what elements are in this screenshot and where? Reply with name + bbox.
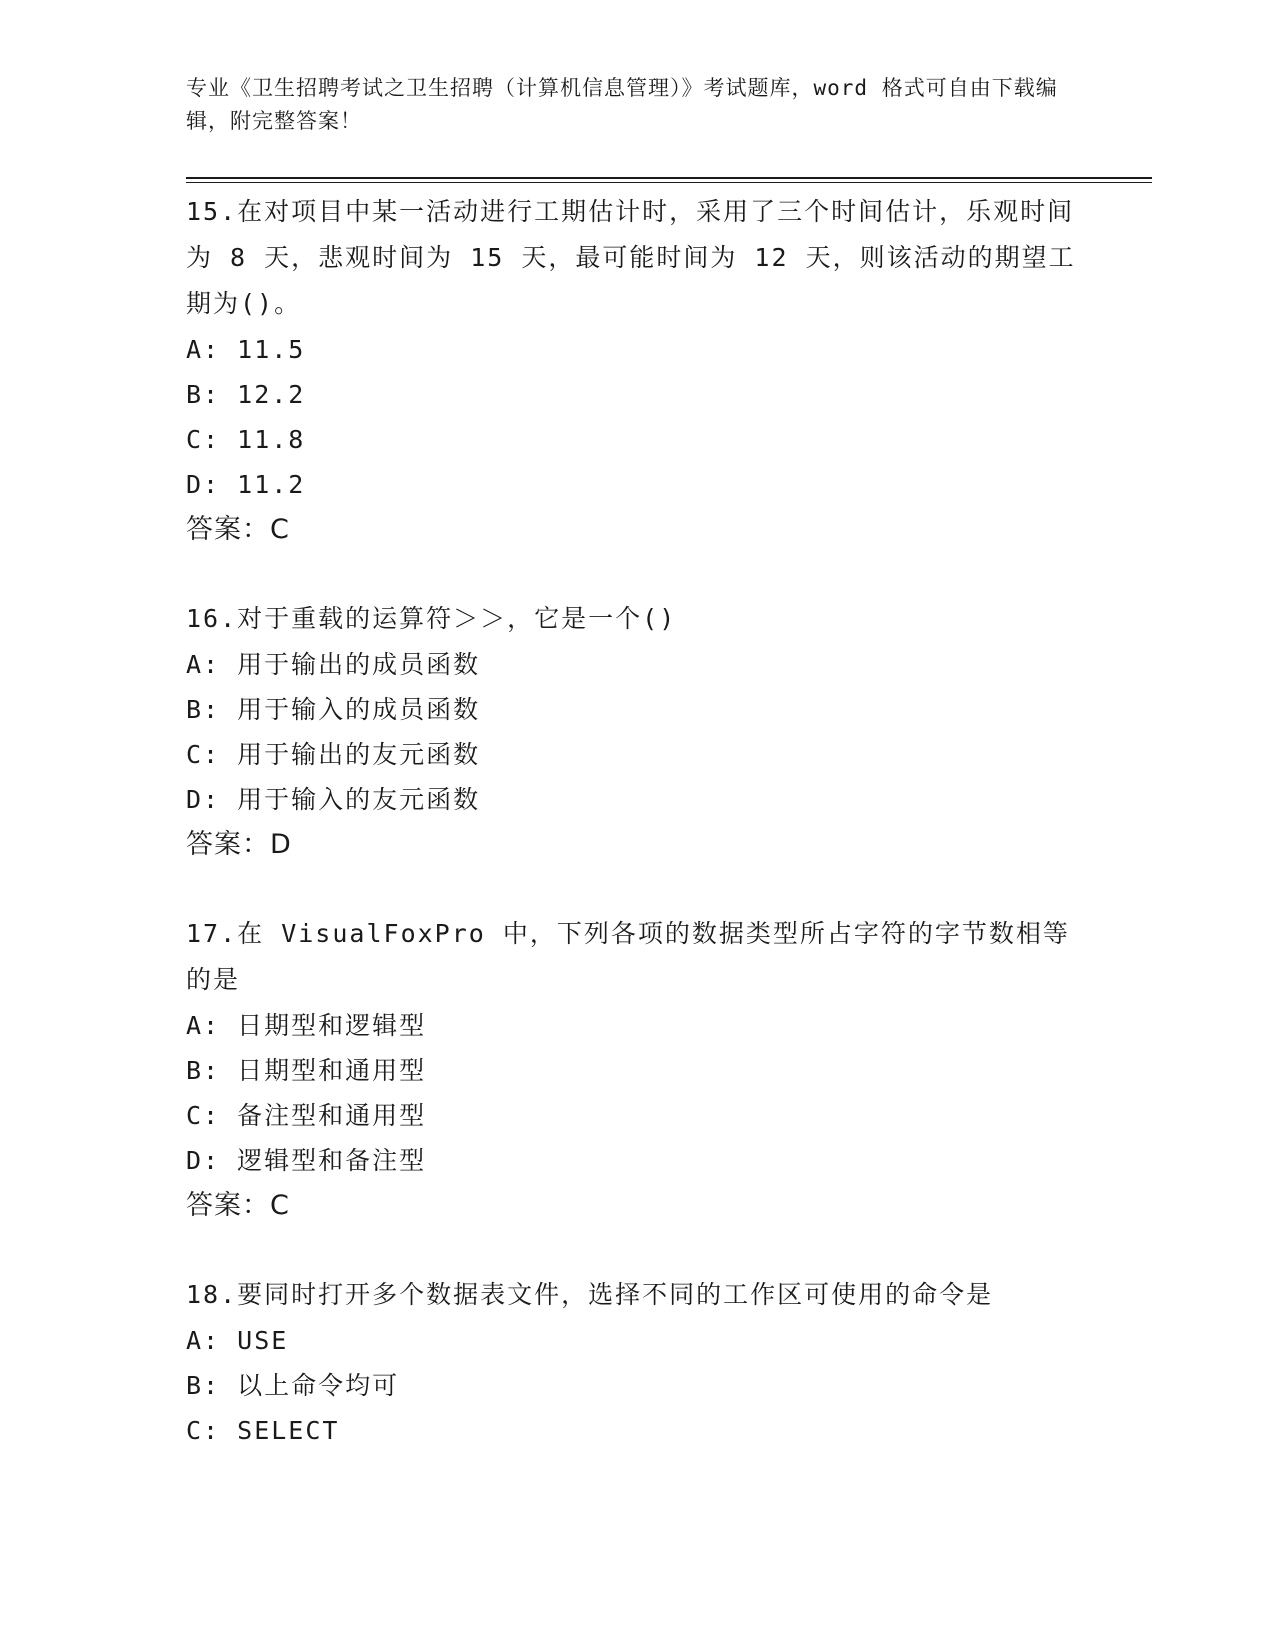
option-b: B: 以上命令均可 <box>186 1371 400 1400</box>
question-15 <box>186 189 1086 553</box>
option-a: A: USE <box>186 1326 289 1355</box>
option-a: A: 11.5 <box>186 335 306 364</box>
document-header: 专业《卫生招聘考试之卫生招聘（计算机信息管理）》考试题库，word 格式可自由下载编辑，附完整答案！ <box>186 76 1058 133</box>
question-17 <box>186 911 1086 1229</box>
question-stem: 18.要同时打开多个数据表文件，选择不同的工作区可使用的命令是 <box>186 1280 994 1309</box>
header-rule-thick <box>186 177 1152 179</box>
option-d: D: 用于输入的友元函数 <box>186 785 481 814</box>
question-stem: 15.在对项目中某一活动进行工期估计时，采用了三个时间估计，乐观时间为 8 天，悲观时间为 15 天，最可能时间为 12 天，则该活动的期望工期为()。 <box>186 197 1076 318</box>
option-b: B: 日期型和通用型 <box>186 1056 427 1085</box>
header-rule-thin <box>186 182 1152 183</box>
option-b: B: 12.2 <box>186 380 306 409</box>
answer-line: 答案：C <box>186 1190 290 1221</box>
question-list <box>186 189 1086 1496</box>
question-16 <box>186 596 1086 868</box>
question-stem: 17.在 VisualFoxPro 中，下列各项的数据类型所占字符的字节数相等的是 <box>186 919 1070 994</box>
option-a: A: 用于输出的成员函数 <box>186 650 481 679</box>
option-c: C: 用于输出的友元函数 <box>186 740 481 769</box>
option-c: C: SELECT <box>186 1416 340 1445</box>
option-a: A: 日期型和逻辑型 <box>186 1011 427 1040</box>
question-stem: 16.对于重载的运算符＞＞，它是一个() <box>186 604 677 633</box>
option-c: C: 11.8 <box>186 425 306 454</box>
option-d: D: 逻辑型和备注型 <box>186 1146 427 1175</box>
option-b: B: 用于输入的成员函数 <box>186 695 481 724</box>
question-18 <box>186 1272 1086 1453</box>
answer-line: 答案：D <box>186 829 292 860</box>
answer-line: 答案：C <box>186 514 290 545</box>
option-c: C: 备注型和通用型 <box>186 1101 427 1130</box>
option-d: D: 11.2 <box>186 470 306 499</box>
